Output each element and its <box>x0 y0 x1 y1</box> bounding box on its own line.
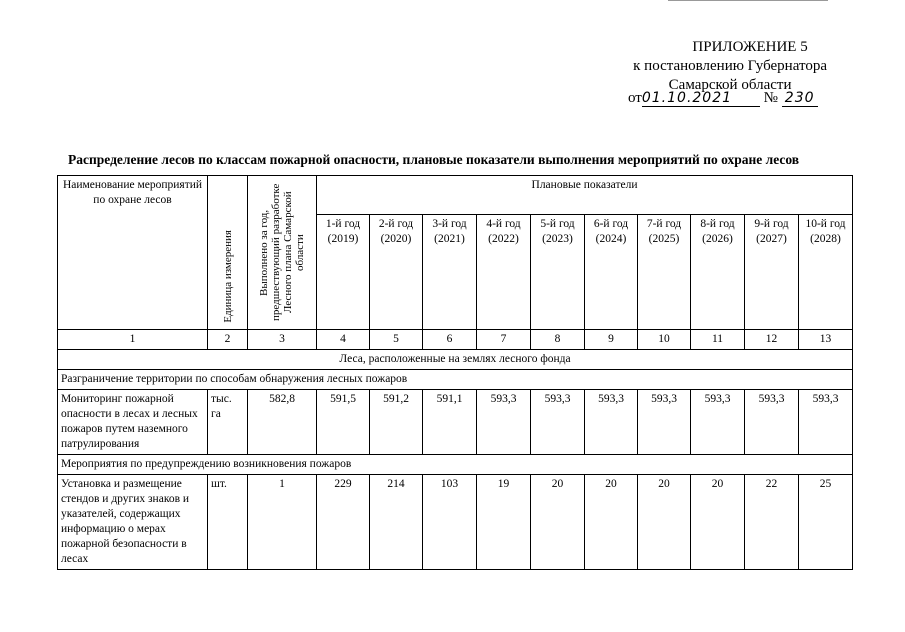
column-number: 9 <box>585 330 638 350</box>
column-number: 6 <box>423 330 477 350</box>
table-row <box>58 475 853 570</box>
row-value: 20 <box>638 475 691 570</box>
column-number: 10 <box>638 330 691 350</box>
decree-dateline <box>628 90 818 107</box>
header-year: 5-й год (2023) <box>531 215 585 330</box>
decree-date: 01.10.2021 <box>642 90 760 107</box>
table-row <box>58 390 853 455</box>
row-value: 593,3 <box>477 390 531 455</box>
row-value: 20 <box>531 475 585 570</box>
row-unit: тыс. га <box>208 390 248 455</box>
column-number: 7 <box>477 330 531 350</box>
header-year: 7-й год (2025) <box>638 215 691 330</box>
row-value: 25 <box>799 475 853 570</box>
row-value: 593,3 <box>585 390 638 455</box>
subsection-row <box>58 455 853 475</box>
number-prefix: № <box>763 90 778 106</box>
section-forest-fund: Леса, расположенные на землях лесного фонда <box>58 350 853 370</box>
row-value: 20 <box>585 475 638 570</box>
scan-artifact <box>668 0 828 3</box>
column-number-row <box>58 330 853 350</box>
appendix-header <box>633 38 827 95</box>
row-value: 593,3 <box>638 390 691 455</box>
row-value: 593,3 <box>745 390 799 455</box>
forest-protection-table <box>57 175 853 570</box>
header-year: 1-й год (2019) <box>317 215 370 330</box>
column-number: 11 <box>691 330 745 350</box>
header-name: Наименование мероприятий по охране лесов <box>58 176 208 330</box>
row-value: 229 <box>317 475 370 570</box>
header-year: 2-й год (2020) <box>370 215 423 330</box>
appendix-decree: к постановлению Губернатора <box>633 58 827 74</box>
column-number: 12 <box>745 330 799 350</box>
header-plan: Плановые показатели <box>317 176 853 215</box>
row-name: Мониторинг пожарной опасности в лесах и лесных пожаров путем наземного патрулирования <box>58 390 208 455</box>
appendix-number: ПРИЛОЖЕНИЕ 5 <box>692 39 808 55</box>
header-year: 8-й год (2026) <box>691 215 745 330</box>
row-name: Установка и размещение стендов и других знаков и указателей, содержащих информацию о мерах пожарной безопасности в лесах <box>58 475 208 570</box>
header-unit-text: Единица измерения <box>221 230 234 323</box>
column-number: 3 <box>248 330 317 350</box>
appendix-region: Самарской области <box>668 77 792 93</box>
row-done: 1 <box>248 475 317 570</box>
section-row <box>58 350 853 370</box>
subsection-prevention: Мероприятия по предупреждению возникновения пожаров <box>58 455 853 475</box>
row-value: 593,3 <box>531 390 585 455</box>
row-value: 19 <box>477 475 531 570</box>
header-unit <box>208 176 248 330</box>
table-header-row <box>58 176 853 215</box>
header-year: 9-й год (2027) <box>745 215 799 330</box>
header-year: 10-й год (2028) <box>799 215 853 330</box>
date-prefix: от <box>628 90 642 106</box>
column-number: 2 <box>208 330 248 350</box>
header-done-text: Выполнено за год, предшествующий разработке Лесного плана Самарской области <box>258 183 306 322</box>
row-value: 591,1 <box>423 390 477 455</box>
decree-number: 230 <box>782 90 818 107</box>
row-unit: шт. <box>208 475 248 570</box>
row-value: 214 <box>370 475 423 570</box>
header-done <box>248 176 317 330</box>
row-value: 591,5 <box>317 390 370 455</box>
column-number: 13 <box>799 330 853 350</box>
row-value: 22 <box>745 475 799 570</box>
subsection-detection: Разграничение территории по способам обнаружения лесных пожаров <box>58 370 853 390</box>
column-number: 5 <box>370 330 423 350</box>
header-year: 3-й год (2021) <box>423 215 477 330</box>
column-number: 8 <box>531 330 585 350</box>
row-value: 591,2 <box>370 390 423 455</box>
header-year: 6-й год (2024) <box>585 215 638 330</box>
column-number: 1 <box>58 330 208 350</box>
document-title: Распределение лесов по классам пожарной опасности, плановые показатели выполнения мероприятий по охране лесов <box>68 152 800 167</box>
row-value: 593,3 <box>799 390 853 455</box>
row-done: 582,8 <box>248 390 317 455</box>
row-value: 20 <box>691 475 745 570</box>
header-year: 4-й год (2022) <box>477 215 531 330</box>
row-value: 103 <box>423 475 477 570</box>
column-number: 4 <box>317 330 370 350</box>
row-value: 593,3 <box>691 390 745 455</box>
subsection-row <box>58 370 853 390</box>
